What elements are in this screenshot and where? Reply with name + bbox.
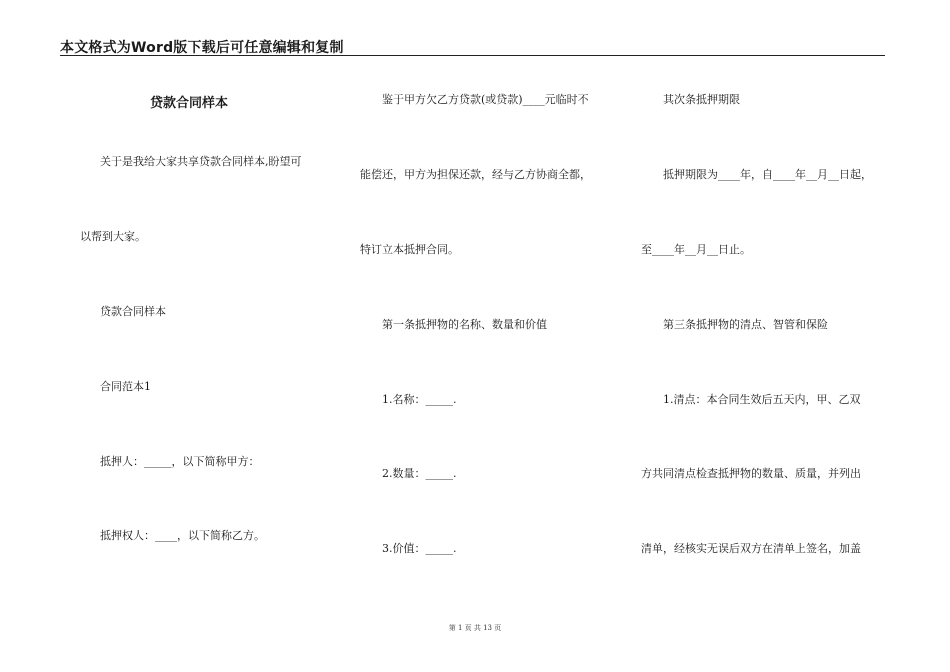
col2-line-6: 2.数量：_____. [382, 467, 457, 480]
col3-line-5: 1.清点：本合同生效后五天内，甲、乙双 [663, 393, 861, 406]
page-footer: 第 1 页 共 13 页 [448, 624, 502, 632]
col3-line-7: 清单，经核实无误后双方在清单上签名，加盖 [641, 542, 861, 555]
col1-line-5: 抵押人：_____，以下简称甲方： [100, 455, 260, 468]
col2-line-2: 能偿还，甲方为担保还款，经与乙方协商全都， [360, 168, 591, 181]
col2-line-1: 鉴于甲方欠乙方贷款(或贷款)____元临时不 [382, 93, 589, 106]
col2-line-5: 1.名称：_____. [382, 393, 457, 406]
col1-line-3: 贷款合同样本 [100, 305, 166, 318]
col1-line-4: 合同范本1 [100, 380, 151, 393]
col3-line-3: 至____年__月__日止。 [641, 243, 751, 256]
col2-line-3: 特订立本抵押合同。 [360, 243, 459, 256]
col3-line-6: 方共同清点检查抵押物的数量、质量，并列出 [641, 467, 861, 480]
col2-line-7: 3.价值：_____. [382, 542, 457, 555]
col1-line-6: 抵押权人：____，以下简称乙方。 [100, 529, 265, 542]
col1-line-2: 以帮到大家。 [80, 230, 146, 243]
col3-line-1: 其次条抵押期限 [663, 93, 740, 106]
col3-line-2: 抵押期限为____年，自____年__月__日起， [663, 168, 872, 181]
header-title: 本文格式为Word版下载后可任意编辑和复制 [60, 40, 344, 56]
header-divider [60, 55, 885, 56]
document-title: 贷款合同样本 [150, 96, 229, 111]
col3-line-4: 第三条抵押物的清点、智管和保险 [663, 318, 828, 331]
col2-line-4: 第一条抵押物的名称、数量和价值 [382, 318, 547, 331]
col1-line-1: 关于是我给大家共享贷款合同样本,盼望可 [100, 155, 302, 168]
